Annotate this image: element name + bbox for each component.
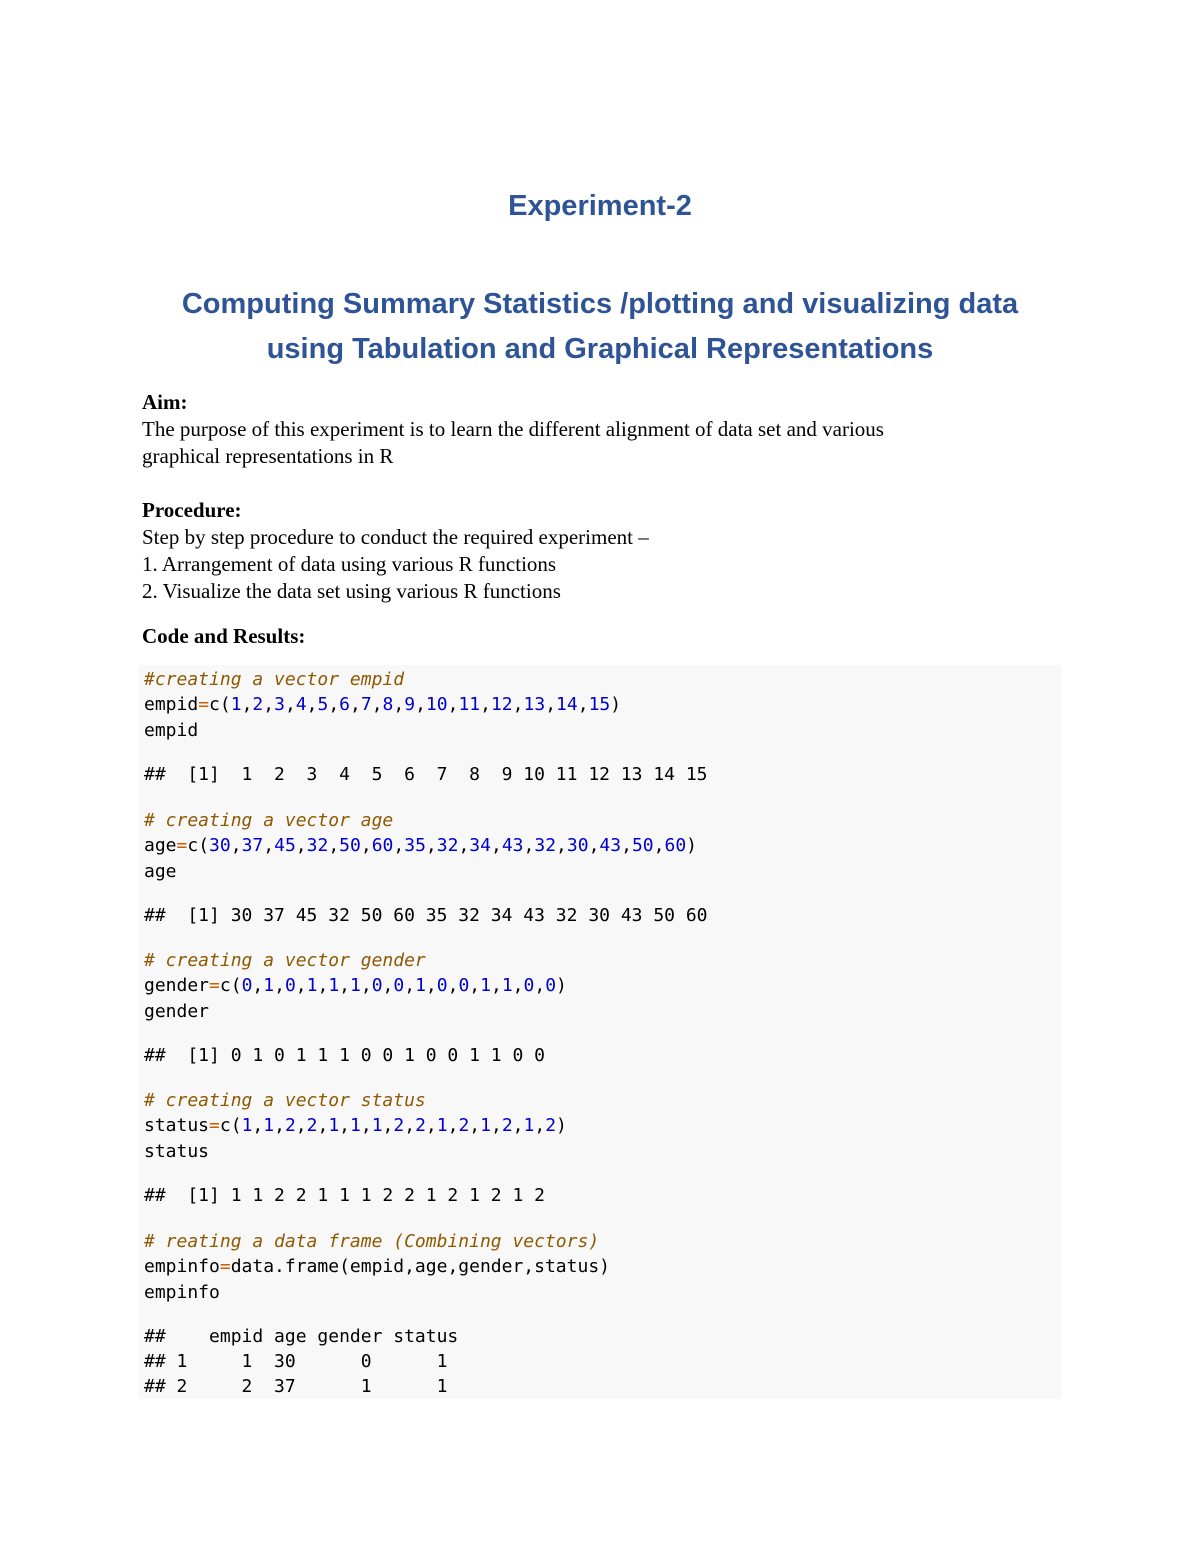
code-block	[138, 665, 1062, 1399]
number-literal: 32	[306, 835, 329, 856]
output-empid: ## [1] 1 2 3 4 5 6 7 8 9 10 11 12 13 14 15	[144, 764, 708, 785]
code-assign-status	[144, 1113, 567, 1139]
var-name: age	[144, 835, 177, 856]
aim-text-line-1: The purpose of this experiment is to learn the different alignment of data set and various	[142, 417, 884, 441]
code-comment-status: # creating a vector status	[144, 1090, 426, 1111]
code-print-status: status	[144, 1141, 210, 1162]
number-literal: 2	[393, 1115, 405, 1136]
number-literal: 0	[284, 975, 296, 996]
number-literal: 8	[382, 694, 394, 715]
output-dataframe-row: ## 2 2 37 1 1	[144, 1376, 448, 1397]
code-print-dataframe: empinfo	[144, 1282, 220, 1303]
var-name: empid	[144, 694, 199, 715]
number-literal: 12	[490, 694, 513, 715]
assign-op: =	[219, 1256, 231, 1277]
number-literal: 1	[415, 975, 426, 996]
number-literal: 9	[404, 694, 416, 715]
var-name: gender	[144, 975, 210, 996]
close-paren: )	[556, 975, 567, 996]
func-c: c(	[219, 1115, 242, 1136]
number-literal: 2	[284, 1115, 296, 1136]
experiment-title: Experiment-2	[508, 190, 692, 222]
output-status: ## [1] 1 1 2 2 1 1 1 2 2 1 2 1 2 1 2	[144, 1185, 545, 1206]
number-literal: 50	[631, 835, 654, 856]
code-comment-empid: #creating a vector empid	[144, 669, 405, 690]
number-literal: 30	[566, 835, 589, 856]
aim-text-line-2: graphical representations in R	[142, 444, 394, 468]
number-literal: 2	[501, 1115, 513, 1136]
number-literal: 2	[306, 1115, 318, 1136]
code-comment-dataframe: # reating a data frame (Combining vectors)	[144, 1231, 600, 1252]
number-literal: 2	[545, 1115, 557, 1136]
dataframe-call: data.frame(empid,age,gender,status)	[230, 1256, 610, 1277]
procedure-step-2: 2. Visualize the data set using various R functions	[142, 579, 561, 603]
number-list: 1,2,3,4,5,6,7,8,9,10,11,12,13,14,15	[230, 694, 611, 715]
code-print-gender: gender	[144, 1001, 210, 1022]
number-literal: 1	[306, 975, 318, 996]
number-literal: 60	[664, 835, 687, 856]
number-literal: 1	[328, 975, 340, 996]
number-literal: 1	[350, 975, 361, 996]
number-literal: 13	[523, 694, 546, 715]
code-comment-age: # creating a vector age	[144, 810, 394, 831]
procedure-step-1: 1. Arrangement of data using various R functions	[142, 552, 557, 576]
aim-heading: Aim:	[142, 390, 188, 414]
number-literal: 1	[436, 1115, 448, 1136]
code-print-age: age	[144, 861, 177, 882]
number-literal: 1	[328, 1115, 340, 1136]
number-literal: 50	[339, 835, 361, 856]
close-paren: )	[686, 835, 698, 856]
procedure-intro: Step by step procedure to conduct the required experiment –	[142, 525, 649, 549]
number-literal: 0	[436, 975, 448, 996]
number-literal: 11	[458, 694, 481, 715]
number-literal: 34	[469, 835, 491, 856]
func-c: c(	[219, 975, 242, 996]
number-literal: 14	[556, 694, 578, 715]
func-c: c(	[187, 835, 210, 856]
number-literal: 5	[317, 694, 329, 715]
code-comment-gender: # creating a vector gender	[144, 950, 426, 971]
number-literal: 2	[252, 694, 264, 715]
number-literal: 32	[436, 835, 459, 856]
procedure-section	[142, 497, 1072, 605]
aim-section	[142, 389, 1072, 470]
number-literal: 0	[371, 975, 383, 996]
document-subtitle	[0, 282, 1200, 372]
number-literal: 1	[501, 975, 513, 996]
number-literal: 45	[274, 835, 296, 856]
number-literal: 1	[241, 1115, 253, 1136]
number-literal: 1	[371, 1115, 383, 1136]
number-literal: 0	[458, 975, 470, 996]
number-literal: 1	[480, 1115, 491, 1136]
number-list: 30,37,45,32,50,60,35,32,34,43,32,30,43,50,60	[209, 835, 687, 856]
assign-op: =	[176, 835, 188, 856]
number-literal: 7	[360, 694, 372, 715]
number-list: 1,1,2,2,1,1,1,2,2,1,2,1,2,1,2	[241, 1115, 557, 1136]
subtitle-line-1: Computing Summary Statistics /plotting and visualizing data	[181, 288, 1019, 320]
procedure-heading: Procedure:	[142, 498, 242, 522]
code-assign-empid	[144, 692, 621, 718]
close-paren: )	[556, 1115, 567, 1136]
number-literal: 15	[588, 694, 611, 715]
assign-op: =	[198, 694, 210, 715]
code-print-empid: empid	[144, 720, 199, 741]
number-literal: 32	[534, 835, 557, 856]
output-gender: ## [1] 0 1 0 1 1 1 0 0 1 0 0 1 1 0 0	[144, 1045, 545, 1066]
func-c: c(	[209, 694, 231, 715]
number-literal: 1	[263, 1115, 275, 1136]
code-assign-age	[144, 833, 697, 859]
number-literal: 37	[241, 835, 264, 856]
number-literal: 1	[480, 975, 491, 996]
number-literal: 2	[415, 1115, 426, 1136]
subtitle-line-2: using Tabulation and Graphical Representations	[266, 333, 934, 365]
number-literal: 1	[350, 1115, 361, 1136]
code-assign-gender	[144, 973, 567, 999]
number-literal: 1	[523, 1115, 535, 1136]
number-list: 0,1,0,1,1,1,0,0,1,0,0,1,1,0,0	[241, 975, 557, 996]
number-literal: 2	[458, 1115, 470, 1136]
number-literal: 35	[404, 835, 426, 856]
assign-op: =	[209, 1115, 220, 1136]
output-dataframe-header: ## empid age gender status	[144, 1326, 459, 1347]
number-literal: 1	[263, 975, 275, 996]
assign-op: =	[209, 975, 220, 996]
output-age: ## [1] 30 37 45 32 50 60 35 32 34 43 32 30 43 50 60	[144, 905, 708, 926]
var-name: empinfo	[144, 1256, 220, 1277]
number-literal: 1	[230, 694, 242, 715]
number-literal: 30	[209, 835, 231, 856]
number-literal: 43	[501, 835, 524, 856]
code-assign-dataframe	[144, 1254, 610, 1280]
number-literal: 6	[339, 694, 350, 715]
number-literal: 10	[425, 694, 448, 715]
number-literal: 3	[274, 694, 285, 715]
code-results-heading: Code and Results:	[142, 624, 306, 648]
number-literal: 0	[393, 975, 405, 996]
number-literal: 60	[371, 835, 394, 856]
var-name: status	[144, 1115, 210, 1136]
output-dataframe-row: ## 1 1 30 0 1	[144, 1351, 448, 1372]
close-paren: )	[610, 694, 622, 715]
number-literal: 0	[241, 975, 253, 996]
number-literal: 4	[295, 694, 307, 715]
number-literal: 0	[545, 975, 557, 996]
number-literal: 43	[599, 835, 622, 856]
number-literal: 0	[523, 975, 535, 996]
